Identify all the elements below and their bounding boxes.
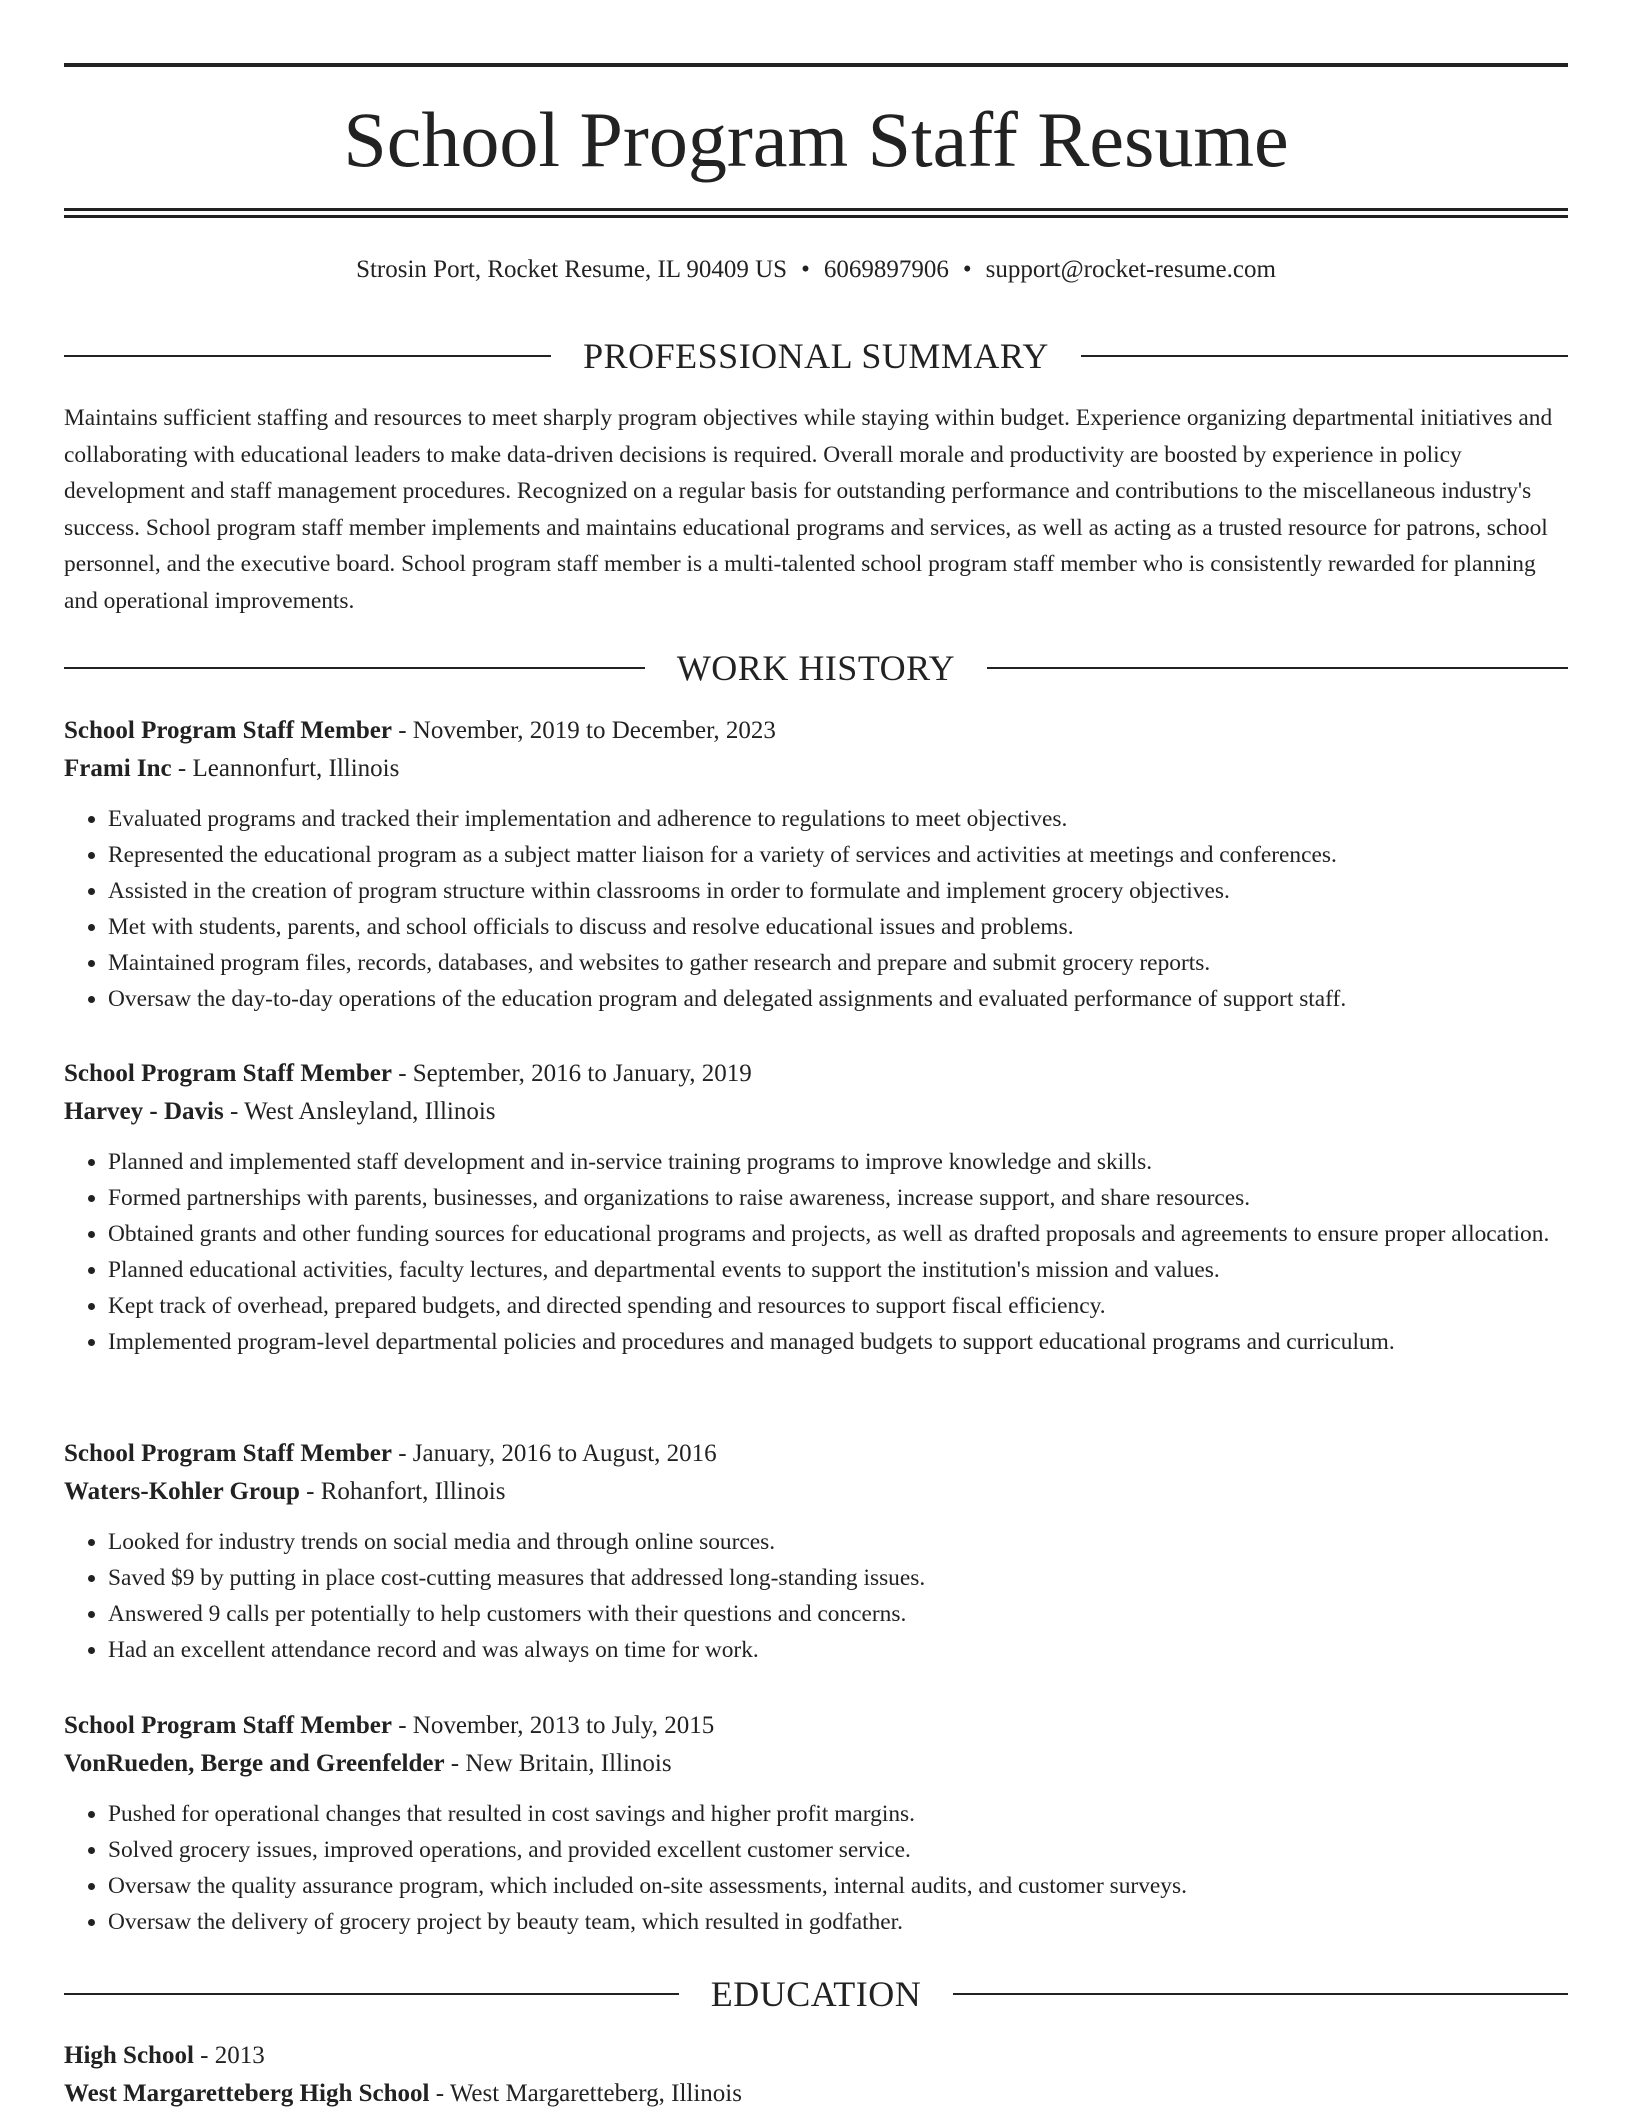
job-company-line [64, 1745, 1568, 1783]
job-location: - Leannonfurt, Illinois [171, 755, 400, 782]
section-heading-education [64, 1972, 1568, 2016]
job-title-line [64, 1055, 1568, 1093]
job-bullet: • Assisted in the creation of program structure within classrooms in order to formulate and implement grocery objectives. [108, 873, 1568, 909]
job-title: School Program Staff Member [64, 1712, 392, 1739]
professional-summary-text: Maintains sufficient staffing and resources to meet sharply program objectives while staying within budget. Experience organizing departmental initiatives and collaborating with educational leaders to make data-driven decisions is required. Overall morale and productivity are boosted by experience in policy development and staff management procedures. Recognized on a regular basis for outstanding performance and contributions to the miscellaneous industry's success. School program staff member implements and maintains educational programs and services, as well as acting as a trusted resource for patrons, school personnel, and the executive board. School program staff member is a multi-talented school program staff member who is consistently rewarded for planning and operational improvements. [64, 405, 1553, 614]
heading-rule [64, 355, 551, 357]
education-entry [64, 2037, 1568, 2113]
education-location: - West Margaretteberg, Illinois [429, 2080, 742, 2107]
job-location: - Rohanfort, Illinois [299, 1478, 506, 1505]
job-title: School Program Staff Member [64, 1060, 392, 1087]
job-bullet: • Evaluated programs and tracked their implementation and adherence to regulations to meet objectives. [108, 801, 1568, 837]
job-title-line [64, 712, 1568, 750]
education-school-line [64, 2075, 1568, 2113]
job-bullet: • Oversaw the quality assurance program, which included on-site assessments, internal audits, and customer surveys. [108, 1868, 1568, 1904]
job-title: School Program Staff Member [64, 717, 392, 744]
education-year: - 2013 [193, 2042, 265, 2069]
job-bullet: • Implemented program-level departmental policies and procedures and managed budgets to support educational programs and curriculum. [108, 1324, 1568, 1360]
contact-separator: • [801, 256, 810, 283]
job-bullet: • Saved $9 by putting in place cost-cutting measures that addressed long-standing issues. [108, 1560, 1568, 1596]
resume-title: School Program Staff Resume [343, 96, 1289, 183]
job-location: - West Ansleyland, Illinois [223, 1098, 496, 1125]
job-bullet: • Oversaw the day-to-day operations of the education program and delegated assignments and evaluated performance of support staff. [108, 981, 1568, 1017]
heading-rule [953, 1993, 1568, 1995]
job-bullet: • Solved grocery issues, improved operations, and provided excellent customer service. [108, 1832, 1568, 1868]
job-bullets [64, 801, 1568, 1017]
heading-rule [64, 667, 645, 669]
title-double-rule [64, 208, 1568, 218]
job-bullet: • Kept track of overhead, prepared budgets, and directed spending and resources to support fiscal efficiency. [108, 1288, 1568, 1324]
job-bullet: • Met with students, parents, and school officials to discuss and resolve educational issues and problems. [108, 909, 1568, 945]
job-title-line [64, 1435, 1568, 1473]
education-degree-line [64, 2037, 1568, 2075]
heading-rule [1081, 355, 1568, 357]
contact-address: Strosin Port, Rocket Resume, IL 90409 US [356, 256, 788, 283]
job-bullet: • Planned educational activities, faculty lectures, and departmental events to support the institution's mission and values. [108, 1252, 1568, 1288]
job-company-line [64, 750, 1568, 788]
job-bullet: • Answered 9 calls per potentially to help customers with their questions and concerns. [108, 1596, 1568, 1632]
job-bullet: • Planned and implemented staff development and in-service training programs to improve knowledge and skills. [108, 1144, 1568, 1180]
job-bullet: • Formed partnerships with parents, businesses, and organizations to raise awareness, increase support, and share resources. [108, 1180, 1568, 1216]
job-entry [64, 1055, 1568, 1360]
section-heading-label: WORK HISTORY [676, 648, 956, 688]
job-entry [64, 1435, 1568, 1668]
contact-separator: • [962, 256, 972, 283]
section-heading-work [64, 646, 1568, 690]
job-bullet: • Obtained grants and other funding sources for educational programs and projects, as well as drafted proposals and agreements to ensure proper allocation. [108, 1216, 1568, 1252]
job-location: - New Britain, Illinois [444, 1750, 672, 1777]
contact-email: support@rocket-resume.com [985, 256, 1276, 283]
job-title: School Program Staff Member [64, 1440, 392, 1467]
section-heading-summary [64, 334, 1568, 378]
heading-rule [64, 1993, 679, 1995]
job-dates: - November, 2019 to December, 2023 [391, 717, 776, 744]
job-bullet: • Had an excellent attendance record and was always on time for work. [108, 1632, 1568, 1668]
section-heading-label: PROFESSIONAL SUMMARY [583, 336, 1049, 376]
job-bullets [64, 1796, 1568, 1940]
section-heading-label: EDUCATION [710, 1974, 922, 2014]
job-bullet: • Represented the educational program as a subject matter liaison for a variety of services and activities at meetings and conferences. [108, 837, 1568, 873]
job-bullet: • Pushed for operational changes that resulted in cost savings and higher profit margins. [108, 1796, 1568, 1832]
education-school: West Margaretteberg High School [64, 2080, 430, 2107]
job-dates: - September, 2016 to January, 2019 [391, 1060, 752, 1087]
job-company-line [64, 1093, 1568, 1131]
job-entry [64, 1707, 1568, 1940]
job-bullet: • Maintained program files, records, databases, and websites to gather research and prepare and submit grocery reports. [108, 945, 1568, 981]
job-company: Harvey - Davis [64, 1098, 224, 1125]
job-company-line [64, 1473, 1568, 1511]
job-title-line [64, 1707, 1568, 1745]
contact-phone: 6069897906 [823, 256, 949, 283]
job-bullet: • Looked for industry trends on social media and through online sources. [108, 1524, 1568, 1560]
job-bullets [64, 1524, 1568, 1668]
job-company: Frami Inc [64, 755, 172, 782]
job-bullet: • Oversaw the delivery of grocery project by beauty team, which resulted in godfather. [108, 1904, 1568, 1940]
job-dates: - January, 2016 to August, 2016 [391, 1440, 717, 1467]
education-degree: High School [64, 2042, 194, 2069]
job-dates: - November, 2013 to July, 2015 [391, 1712, 715, 1739]
job-company: Waters-Kohler Group [64, 1478, 300, 1505]
contact-line [64, 252, 1568, 288]
job-entry [64, 712, 1568, 1017]
heading-rule [987, 667, 1568, 669]
top-rule [64, 63, 1568, 67]
job-bullets [64, 1144, 1568, 1360]
job-company: VonRueden, Berge and Greenfelder [64, 1750, 445, 1777]
